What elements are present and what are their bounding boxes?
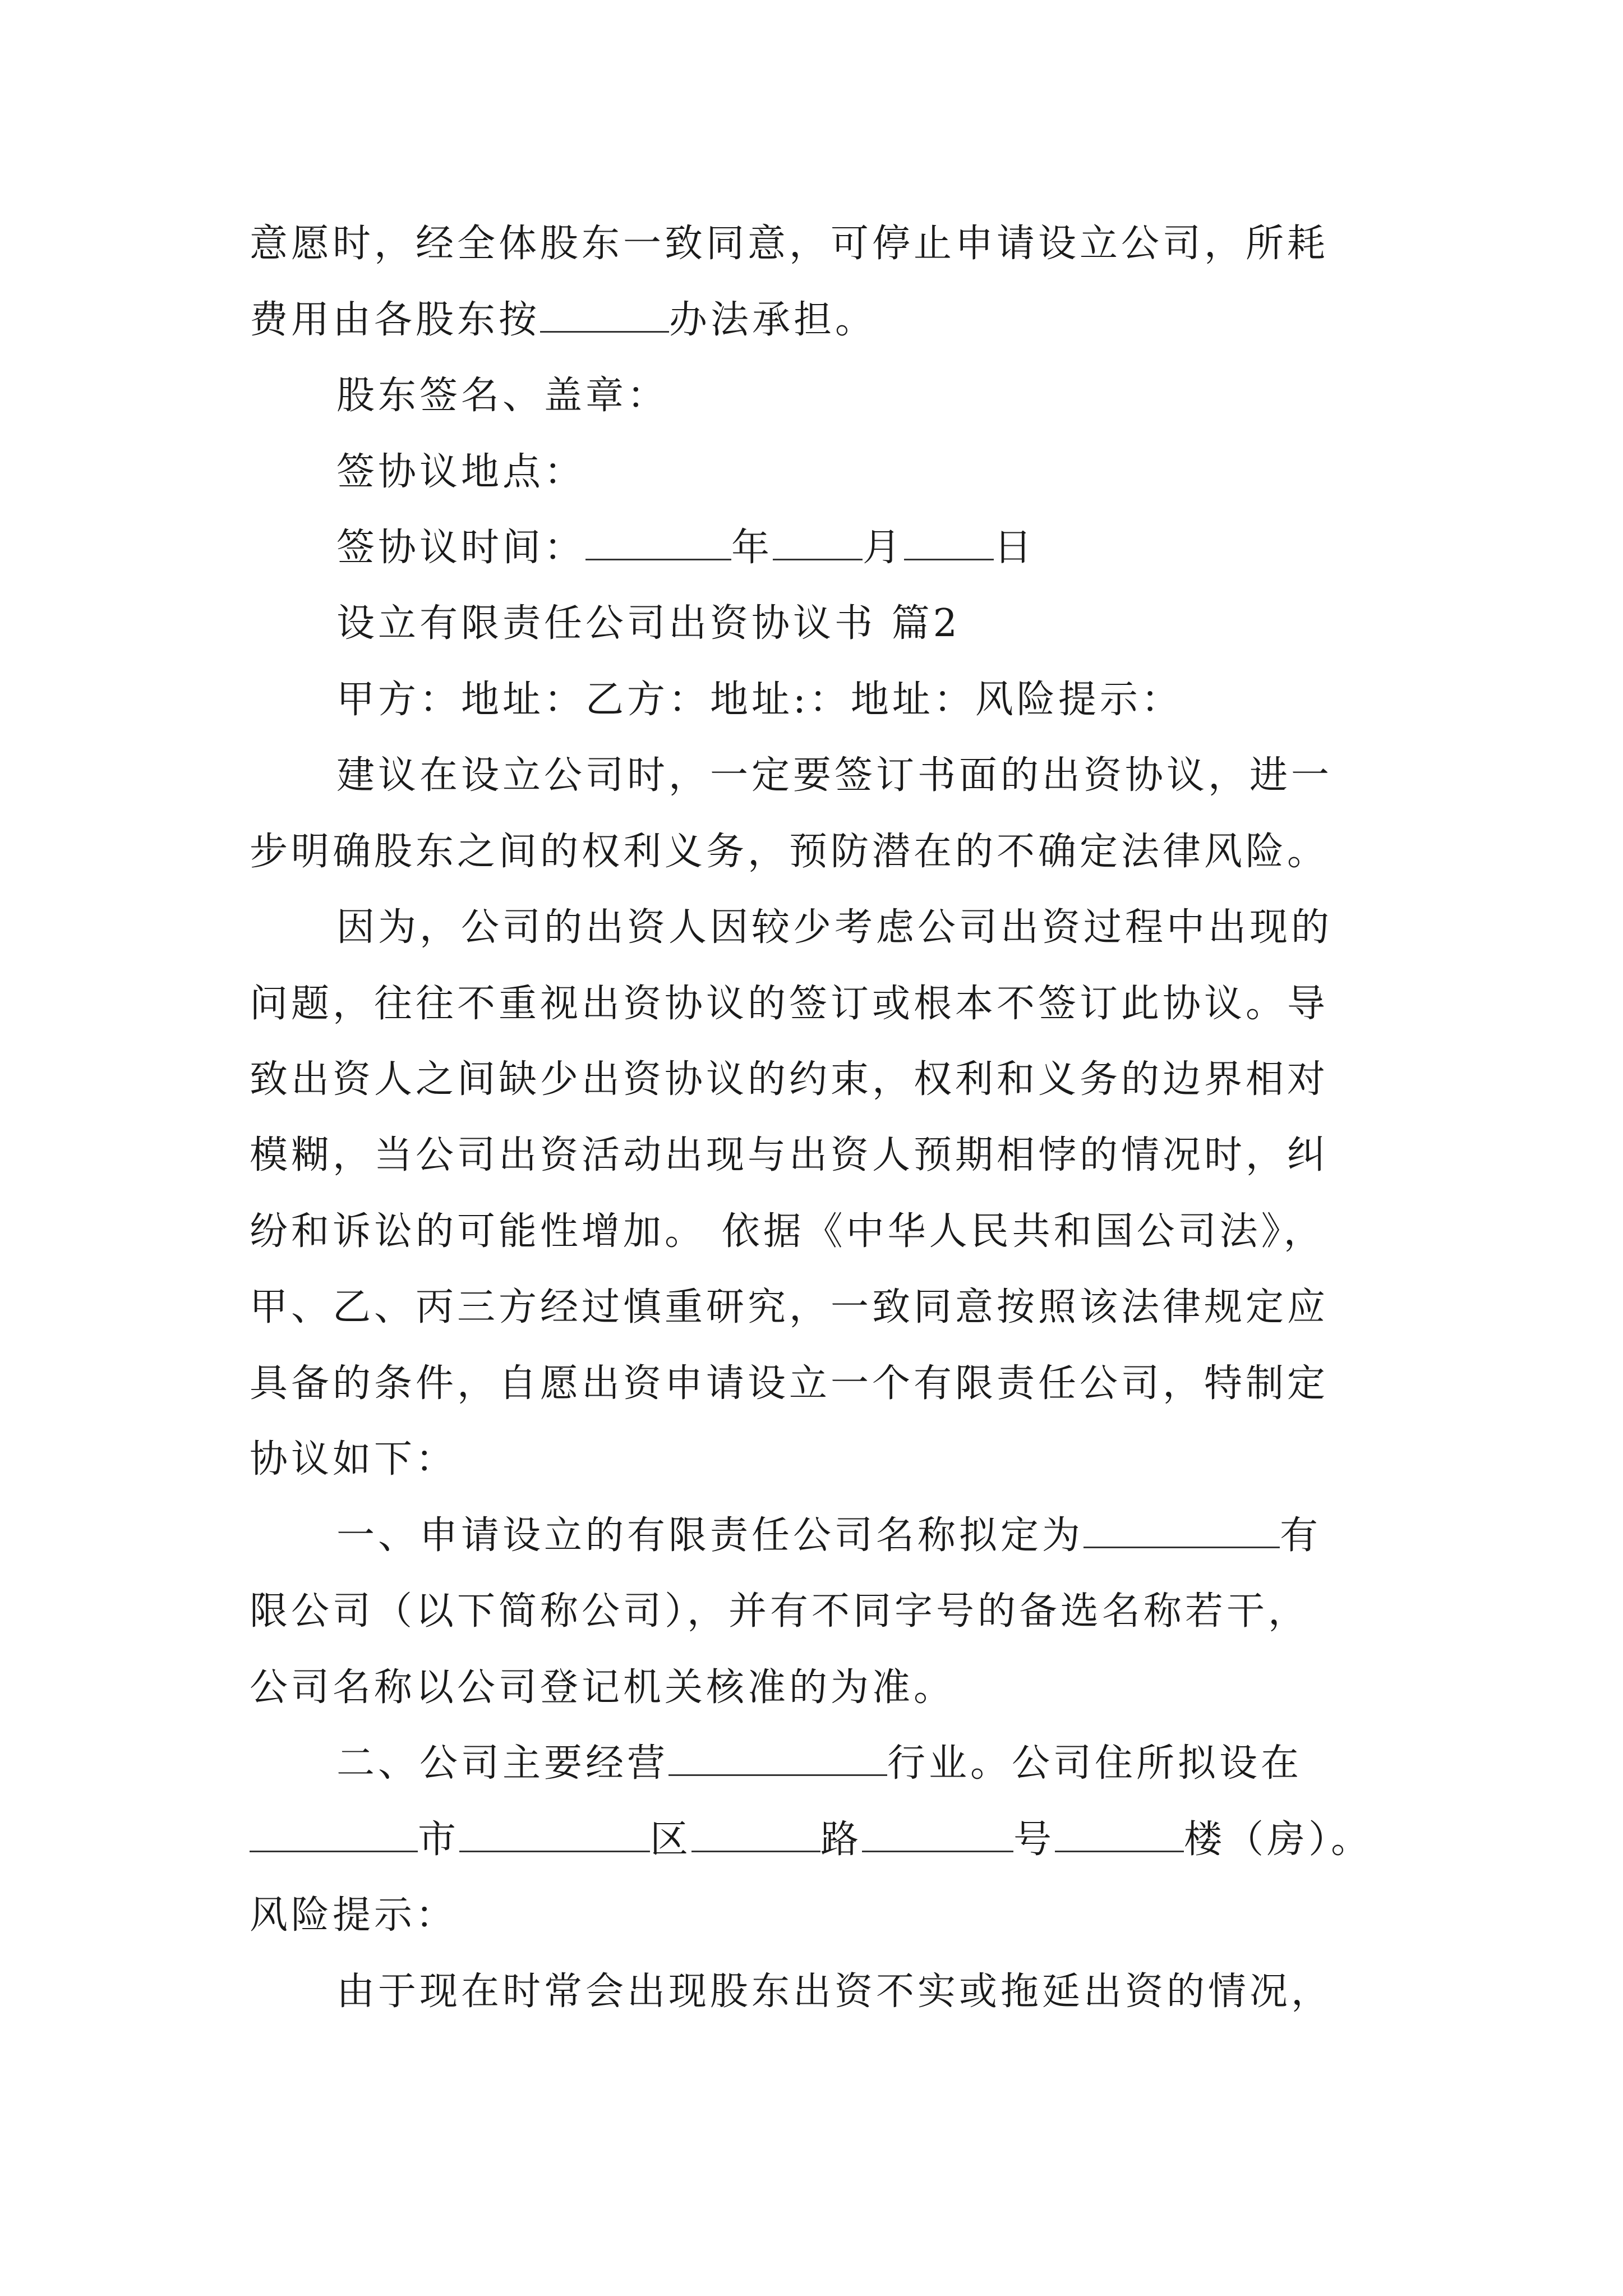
paragraph-line [250,292,1405,348]
road-blank [691,1816,820,1852]
text-run: 年 [731,526,773,570]
text-run: 致出资人之间缺少出资协议的约束，权利和义务的边界相对 [250,1057,1329,1102]
paragraph-line [250,824,1405,880]
text-run: 二、公司主要经营 [336,1741,669,1786]
city-blank [250,1816,418,1852]
text-run: 具备的条件，自愿出资申请设立一个有限责任公司，特制定 [250,1361,1329,1406]
paragraph-line [250,1052,1405,1108]
text-run: 办法承担。 [669,298,877,342]
text-run: 步明确股东之间的权利义务，预防潜在的不确定法律风险。 [250,830,1329,874]
paragraph-line [250,1888,1405,1944]
paragraph-line [336,1736,1492,1792]
text-run: 建议在设立公司时，一定要签订书面的出资协议，进一 [336,753,1333,798]
address-line [250,1812,1405,1868]
text-run: 月 [863,526,905,570]
text-run: 日 [994,526,1036,570]
day-blank [904,524,994,560]
paragraph-line [336,1508,1492,1564]
text-run: 协议如下： [250,1437,458,1481]
text-run: 模糊，当公司出资活动出现与出资人预期相悖的情况时，纠 [250,1133,1329,1177]
section-title [336,596,1492,652]
paragraph-line [250,216,1405,272]
company-name-blank [1083,1512,1280,1548]
paragraph-line [250,1204,1405,1260]
signature-label [336,368,1492,424]
district-blank [459,1816,650,1852]
text-run: 号 [1013,1818,1055,1862]
paragraph-line [250,1584,1405,1640]
year-blank [585,524,731,560]
paragraph-line [336,1964,1492,2020]
text-run: 限公司（以下简称公司），并有不同字号的备选名称若干， [250,1589,1310,1634]
paragraph-line [250,1660,1405,1716]
text-run: 由于现在时常会出现股东出资不实或拖延出资的情况， [336,1970,1333,2014]
building-blank [1055,1816,1184,1852]
text-run: 行业。公司住所拟设在 [887,1741,1303,1786]
paragraph-line [336,900,1492,956]
signing-place-label [336,444,1492,500]
text-run: 楼（房）。 [1184,1818,1373,1862]
number-blank [862,1816,1013,1852]
text-run: 问题，往往不重视出资协议的签订或根本不签订此协议。导 [250,982,1329,1026]
paragraph-line [250,1128,1405,1184]
text-run: 签协议时间： [336,526,586,570]
signing-date-line [336,520,1492,576]
text-run: 签协议地点： [336,450,586,494]
text-run: 有 [1280,1513,1322,1558]
paragraph-line [250,1280,1405,1336]
text-run: 意愿时，经全体股东一致同意，可停止申请设立公司，所耗 [250,222,1329,266]
text-run: 路 [820,1818,863,1862]
text-run: 风险提示： [250,1893,458,1938]
text-run: 因为，公司的出资人因较少考虑公司出资过程中出现的 [336,905,1333,950]
fill-in-blank [540,296,669,333]
paragraph-line [336,672,1492,728]
text-run: 区 [650,1818,692,1862]
text-run: 公司名称以公司登记机关核准的为准。 [250,1665,956,1710]
month-blank [773,524,863,560]
paragraph-line [250,1356,1405,1412]
paragraph-line [250,1432,1405,1488]
paragraph-line [336,748,1492,804]
paragraph-line [250,976,1405,1032]
industry-blank [668,1740,887,1776]
text-run: 纷和诉讼的可能性增加。 依据《中华人民共和国公司法》， [250,1209,1325,1254]
text-run: 甲方：地址：乙方：地址:：地址：风险提示： [336,678,1183,722]
text-run: 甲、乙、丙三方经过慎重研究，一致同意按照该法律规定应 [250,1285,1329,1329]
text-run: 费用由各股东按 [250,298,541,342]
text-run: 市 [418,1818,460,1862]
text-run: 股东签名、盖章： [336,374,669,418]
text-run: 设立有限责任公司出资协议书 篇2 [336,601,961,646]
text-run: 一、申请设立的有限责任公司名称拟定为 [336,1513,1084,1558]
